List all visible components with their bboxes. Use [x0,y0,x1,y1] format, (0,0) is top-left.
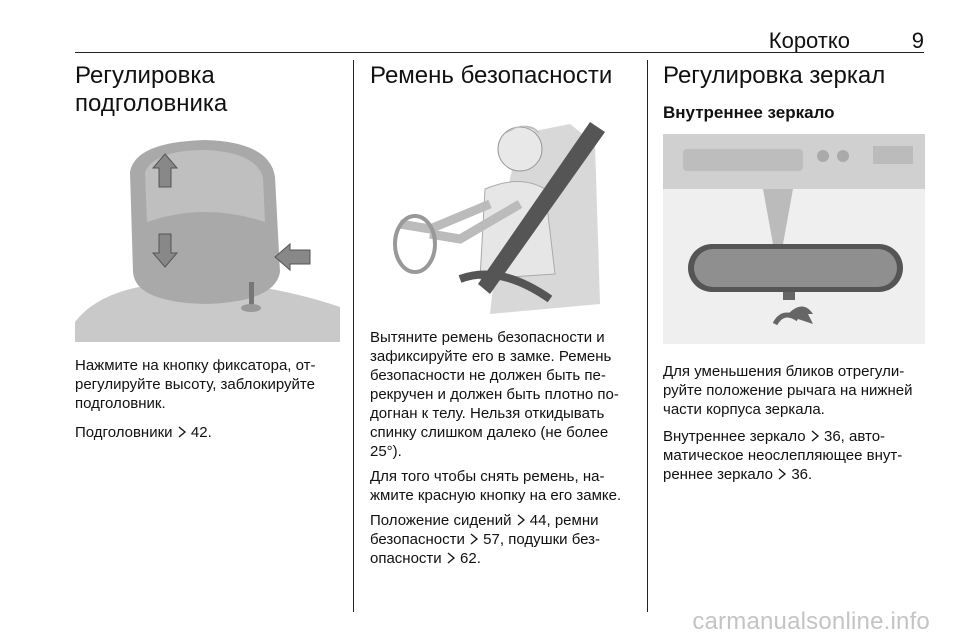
mirrors-heading: Регулировка зеркал [663,62,886,89]
mirror-ref-2: 36. [791,466,813,483]
headrest-instruction: Нажмите на кнопку фиксатора, отрегулируйте высоту, заблокируйте подголовник. [75,357,316,412]
section-title: Коротко [768,28,850,53]
interior-mirror-illustration [663,134,925,344]
interior-mirror-subheading: Внутреннее зеркало [663,103,835,122]
column-headrest [75,62,340,442]
seatbelt-ref-2: 57, подушки безопасности [370,531,601,567]
seatbelt-ref-3: 62. [460,550,481,567]
header-rule [75,52,924,53]
cross-reference-icon [810,430,820,442]
seatbelt-heading: Ремень безопасности [370,62,613,89]
column-mirrors [663,62,925,484]
mirror-references [663,427,925,484]
cross-reference-icon [469,533,479,545]
headrest-reference [75,423,340,442]
seatbelt-instruction-2: Для того чтобы снять ремень, нажмите красную кнопку на его замке. [370,468,622,504]
cross-reference-icon [516,514,526,526]
cross-reference-icon [446,552,456,564]
seatbelt-references [370,511,635,568]
page-number: 9 [911,28,924,53]
column-divider [647,60,648,612]
column-seatbelt [370,62,635,568]
seat-belt-illustration [370,104,635,314]
cross-reference-icon [177,426,187,438]
headrest-ref-label: Подголовники [75,424,173,441]
column-divider [353,60,354,612]
seatbelt-ref-label: Положение сидений [370,512,512,529]
mirror-ref-label: Внутреннее зеркало [663,428,806,445]
headrest-ref-page: 42. [190,424,212,441]
cross-reference-icon [777,468,787,480]
seatbelt-instruction-1: Вытяните ремень безопасности и зафиксируйте его в замке. Ремень безопасности не должен быть перекручен и должен быть плотно подогнан к телу. Нельзя откидывать спинку слишком далеко (не более 25°). [370,329,619,460]
watermark: carmanualsonline.info [692,608,930,635]
headrest-heading: Регулировка подголовника [75,62,228,117]
seatbelt-ref-1: 44, ремни безопасности [370,512,599,548]
headrest-adjustment-illustration [75,132,340,342]
mirror-instruction: Для уменьшения бликов отрегулируйте положение рычага на нижней части корпуса зеркала. [663,363,913,418]
mirror-ref-1: 36, автоматическое неослепляющее внутреннее зеркало [663,428,903,483]
